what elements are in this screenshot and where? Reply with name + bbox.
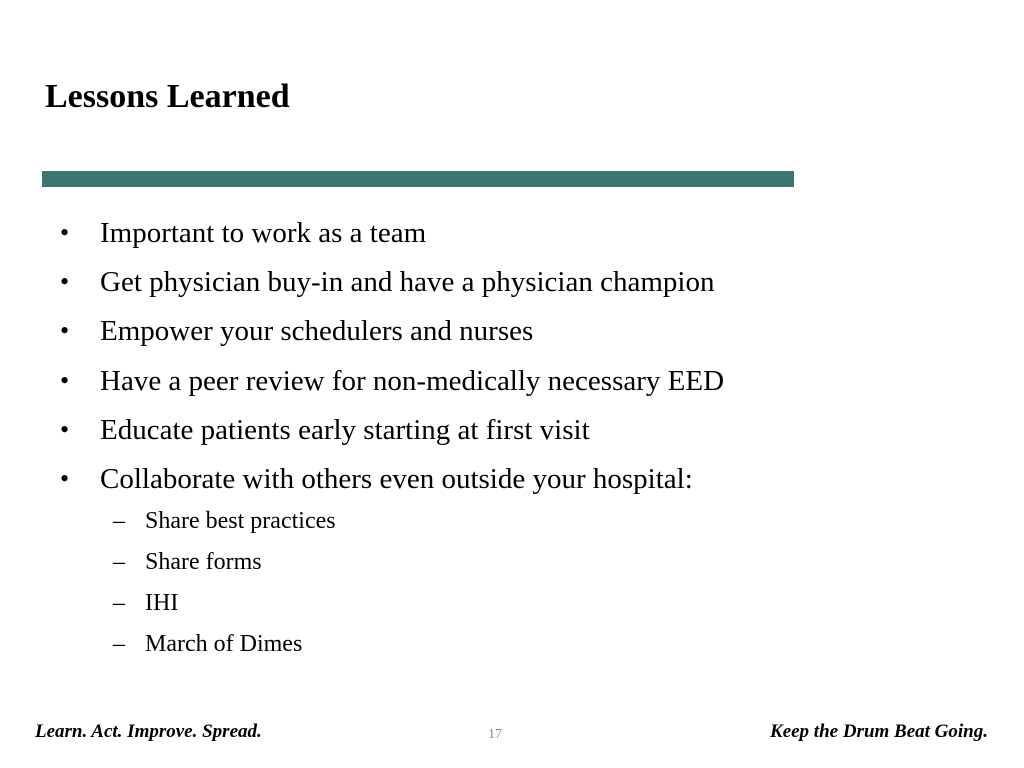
bullet-text: Important to work as a team (100, 217, 427, 249)
sub-bullet-marker: – (113, 631, 125, 657)
bullet-text: Have a peer review for non-medically necessary EED (100, 364, 725, 397)
sub-bullet-marker: – (113, 549, 125, 575)
sub-bullet-marker: – (113, 508, 125, 534)
sub-bullet-text: IHI (145, 590, 179, 616)
slide-title: Lessons Learned (45, 78, 290, 115)
bullet-text: Empower your schedulers and nurses (100, 315, 534, 348)
bullet-marker: • (60, 316, 70, 346)
sub-bullet-text: March of Dimes (145, 631, 303, 657)
page-number: 17 (488, 727, 502, 742)
bullet-text: Collaborate with others even outside your hospital: (100, 462, 693, 495)
title-divider-bar (42, 171, 794, 187)
bullet-marker: • (60, 365, 70, 395)
sub-bullet-text: Share best practices (145, 508, 336, 534)
footer-tagline-right: Keep the Drum Beat Going. (770, 721, 988, 742)
sub-bullet-text: Share forms (145, 549, 262, 575)
sub-bullet-marker: – (113, 590, 125, 616)
footer-tagline-left: Learn. Act. Improve. Spread. (35, 721, 262, 742)
bullet-text: Get physician buy-in and have a physician champion (100, 266, 715, 299)
bullet-marker: • (60, 463, 70, 493)
bullet-marker: • (60, 218, 70, 247)
bullet-marker: • (60, 414, 70, 444)
bullet-marker: • (60, 267, 70, 297)
bullet-text: Educate patients early starting at first visit (100, 413, 590, 446)
